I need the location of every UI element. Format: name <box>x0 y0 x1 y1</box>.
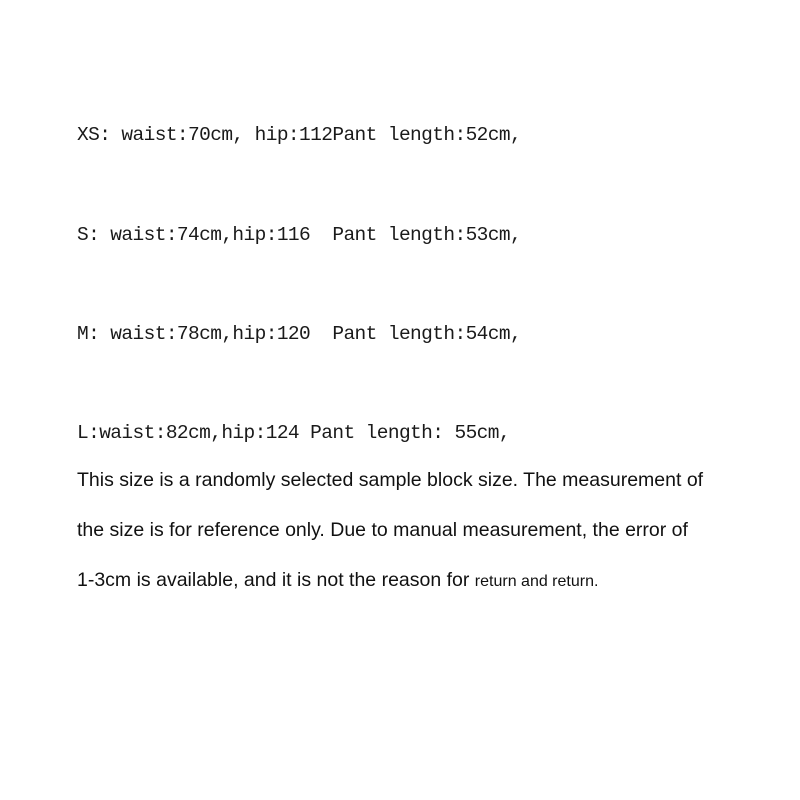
size-l-line: L:waist:82cm,hip:124 Pant length: 55cm, <box>77 422 510 444</box>
size-s-line: S: waist:74cm,hip:116 Pant length:53cm, <box>77 224 522 246</box>
note-line-3-main: 1-3cm is available, and it is not the reason for <box>77 569 475 591</box>
size-m-line: M: waist:78cm,hip:120 Pant length:54cm, <box>77 323 522 345</box>
note-line-3 <box>77 571 598 591</box>
note-line-2: the size is for reference only. Due to manual measurement, the error of <box>77 519 688 541</box>
size-xs-line: XS: waist:70cm, hip:112Pant length:52cm, <box>77 124 522 146</box>
note-line-1: This size is a randomly selected sample block size. The measurement of <box>77 469 704 491</box>
note-line-3-small: return and return. <box>474 573 599 590</box>
